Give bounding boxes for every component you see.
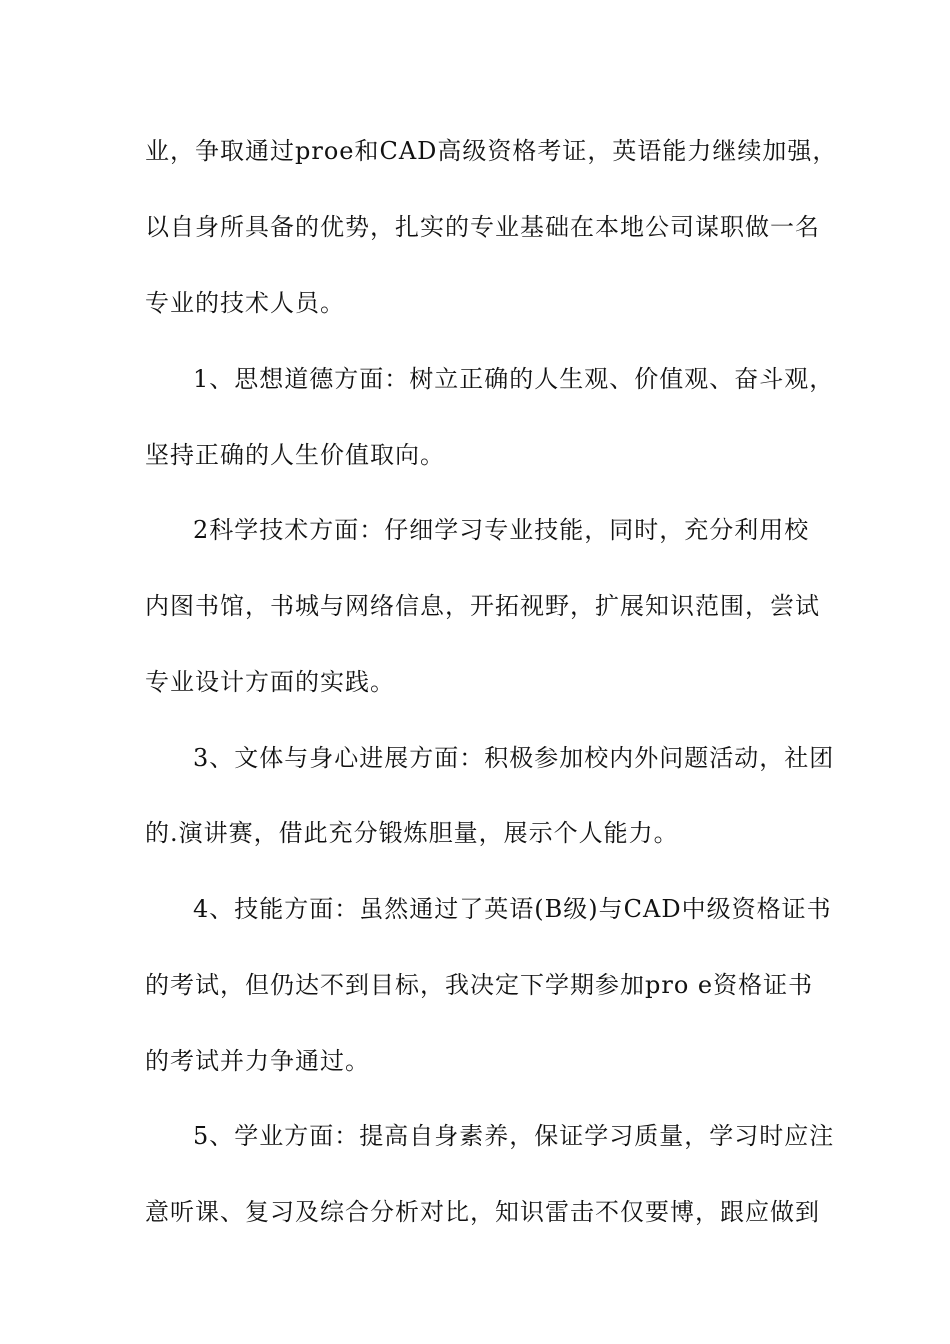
paragraph-start-line: 1、思想道德方面：树立正确的人生观、价值观、奋斗观， bbox=[193, 365, 835, 393]
paragraph-start-line: 2科学技术方面：仔细学习专业技能，同时，充分利用校 bbox=[193, 516, 810, 544]
text-line: 专业的技术人员。 bbox=[145, 289, 345, 317]
paragraph-start-line: 4、技能方面：虽然通过了英语(B级)与CAD中级资格证书 bbox=[193, 895, 832, 923]
text-line: 意听课、复习及综合分析对比，知识雷击不仅要博，跟应做到 bbox=[145, 1198, 820, 1226]
text-line: 的考试，但仍达不到目标，我决定下学期参加pro e资格证书 bbox=[145, 971, 814, 999]
text-line: 坚持正确的人生价值取向。 bbox=[145, 441, 445, 469]
paragraph-start-line: 5、学业方面：提高自身素养，保证学习质量，学习时应注 bbox=[193, 1122, 835, 1150]
text-line: 以自身所具备的优势，扎实的专业基础在本地公司谋职做一名 bbox=[145, 213, 820, 241]
text-line: 的.演讲赛，借此充分锻炼胆量，展示个人能力。 bbox=[145, 819, 679, 847]
paragraph-start-line: 3、文体与身心进展方面：积极参加校内外问题活动，社团 bbox=[193, 744, 835, 772]
text-line: 业，争取通过proe和CAD高级资格考证，英语能力继续加强， bbox=[145, 137, 838, 165]
text-line: 内图书馆，书城与网络信息，开拓视野，扩展知识范围，尝试 bbox=[145, 592, 820, 620]
text-line: 专业设计方面的实践。 bbox=[145, 668, 395, 696]
text-line: 的考试并力争通过。 bbox=[145, 1047, 370, 1075]
